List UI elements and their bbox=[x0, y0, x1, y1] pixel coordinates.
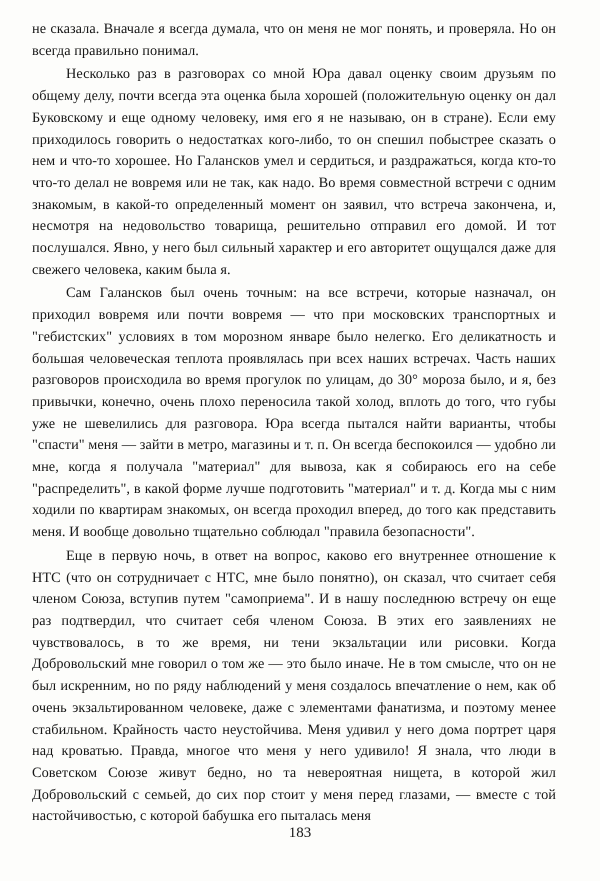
paragraph-yura-opinions: Несколько раз в разговорах со мной Юра давал оценку своим друзьям по общему делу, почти всегда эта оценка была хорошей (положительную оценку он дал Буковскому и еще одному человеку, имя его я не называю, он в стране). Если ему приходилось говорить о недостатках кого-либо, то он спешил побыстрее сказать о нем и что-то хорошее. Но Галансков умел и сердиться, и раздражаться, когда кто-то что-то делал не вовремя или не так, как надо. Во время совместной встречи с одним знакомым, в какой-то определенный момент он заявил, что встреча закончена, и, несмотря на недовольство товарища, решительно отправил его домой. И тот послушался. Явно, у него был сильный характер и его авторитет ощущался даже для свежего человека, каким была я. bbox=[32, 66, 556, 278]
paragraph-nts-membership: Еще в первую ночь, в ответ на вопрос, каково его внутреннее отношение к НТС (что он сотрудничает с НТС, мне было понятно), он сказал, что считает себя членом Союза, вступив путем "самоприема". И в нашу последнюю встречу он еще раз подтвердил, что считает себя членом Союза. В этих его заявлениях не чувствовалось, в то же время, ни тени экзальтации или рисовки. Когда Добровольский мне говорил о том же — это было иначе. Не в том смысле, что он не был искренним, но по ряду наблюдений у меня создалось впечатление о нем, как об очень экзальтированном человеке, даже с элементами фанатизма, и поэтому менее стабильном. Крайность часто неустойчива. Меня удивил у него дома портрет царя над кроватью. Правда, многое что меня у него удивило! Я знала, что люди в Советском Союзе живут бедно, но та невероятная нищета, в которой жил Добровольский с семьей, до сих пор стоит у меня перед глазами, — вместе с той настойчивостью, с которой бабушка его пыталась меня bbox=[32, 547, 556, 825]
paragraph-galanskov-punctuality: Сам Галансков был очень точным: на все встречи, которые назначал, он приходил вовремя или почти вовремя — что при московских транспортных и "гебистских" условиях в том морозном январе было нелегко. Его деликатность и большая человеческая теплота проявлялась при всех наших встречах. Часть наших разговоров происходила во время прогулок по улицам, до 30° мороза было, и я, без привычки, конечно, очень плохо переносила такой холод, вплоть до того, что губы уже не шевелились для разговора. Юра всегда пытался найти варианты, чтобы "спасти" меня — зайти в метро, магазины и т. п. Он всегда беспокоился — удобно ли мне, когда я получала "материал" для вывоза, как я собираюсь его на себе "распределить", в какой форме лучше подготовить "материал" и т. д. Когда мы с ним ходили по квартирам знакомых, он всегда проходил вперед, до того как представить меня. И вообще довольно тщательно соблюдал "правила безопасности". bbox=[32, 285, 556, 541]
paragraph-continued: не сказала. Вначале я всегда думала, что он меня не мог понять, и проверяла. Но он всегда правильно понимал. bbox=[32, 21, 556, 59]
page-number: 183 bbox=[288, 825, 312, 841]
body-text bbox=[32, 19, 556, 828]
